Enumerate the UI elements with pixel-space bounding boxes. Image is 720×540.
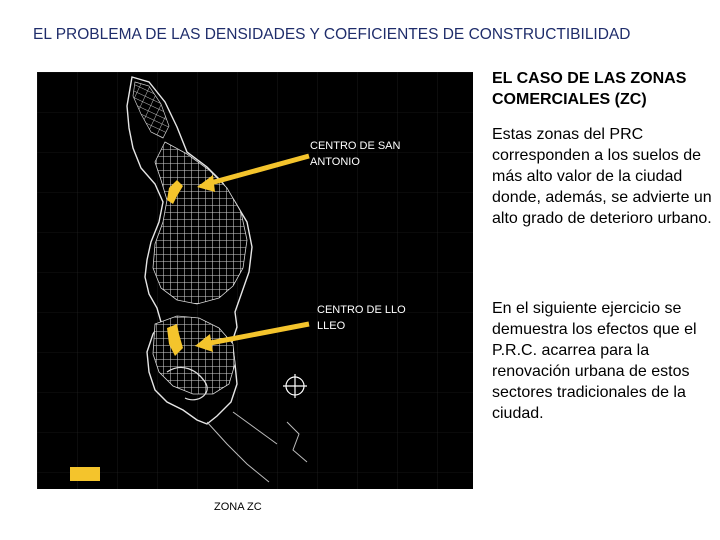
legend-label-zona-zc: ZONA ZC: [214, 501, 262, 513]
map-drawing: [37, 72, 473, 489]
map-grid: [37, 72, 473, 489]
legend-swatch: [70, 467, 100, 481]
section-heading: EL CASO DE LAS ZONAS COMERCIALES (ZC): [492, 70, 687, 108]
label-centro-san-antonio: CENTRO DE SAN ANTONIO: [310, 140, 401, 168]
paragraph-1: Estas zonas del PRC corresponden a los suelos de más alto valor de la ciudad donde, además, se advierte un alto grado de deterioro urbano.: [492, 126, 712, 227]
city-map: [37, 72, 473, 489]
label-centro-llolleo: CENTRO DE LLO LLEO: [317, 304, 406, 332]
slide-title: EL PROBLEMA DE LAS DENSIDADES Y COEFICIENTES DE CONSTRUCTIBILIDAD: [33, 26, 631, 43]
paragraph-2: En el siguiente ejercicio se demuestra los efectos que el P.R.C. acarrea para la renovación urbana de estos sectores tradicionales de la ciudad.: [492, 300, 697, 422]
